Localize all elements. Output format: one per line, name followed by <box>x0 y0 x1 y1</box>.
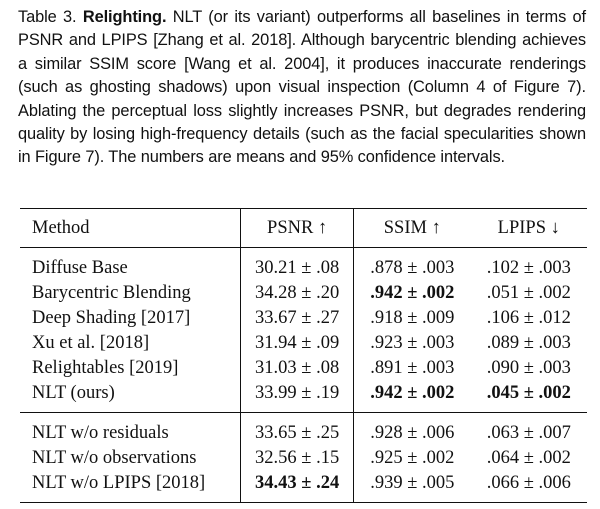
cell-method: NLT w/o observations <box>20 446 241 471</box>
caption-label: Table 3. <box>18 8 77 26</box>
table-row <box>20 413 587 447</box>
caption-title: Relighting. <box>82 8 167 26</box>
table-caption <box>18 6 586 170</box>
cell-ssim: .942 ± .002 <box>370 283 455 303</box>
cell-ssim: .928 ± .006 <box>370 423 455 443</box>
cell-psnr: 31.94 ± .09 <box>241 331 354 356</box>
cell-psnr: 33.65 ± .25 <box>241 413 354 447</box>
cell-ssim: .891 ± .003 <box>370 358 455 378</box>
cell-lpips: .045 ± .002 <box>486 383 571 403</box>
table-row <box>20 471 587 503</box>
table-row <box>20 446 587 471</box>
cell-method: Diffuse Base <box>20 248 241 282</box>
cell-ssim: .878 ± .003 <box>370 258 455 278</box>
header-method: Method <box>20 209 241 248</box>
results-table <box>20 208 587 503</box>
cell-method: NLT w/o LPIPS [2018] <box>20 471 241 503</box>
table-row <box>20 306 587 331</box>
cell-method: Deep Shading [2017] <box>20 306 241 331</box>
header-psnr: PSNR ↑ <box>241 209 354 248</box>
cell-method: NLT w/o residuals <box>20 413 241 447</box>
cell-lpips: .051 ± .002 <box>486 283 571 303</box>
cell-ssim: .942 ± .002 <box>370 383 455 403</box>
cell-psnr: 33.67 ± .27 <box>241 306 354 331</box>
cell-psnr: 30.21 ± .08 <box>241 248 354 282</box>
cell-method: Xu et al. [2018] <box>20 331 241 356</box>
header-ssim: SSIM ↑ <box>383 218 441 238</box>
cell-lpips: .089 ± .003 <box>486 333 571 353</box>
cell-lpips: .102 ± .003 <box>486 258 571 278</box>
cell-method: Barycentric Blending <box>20 281 241 306</box>
table-row <box>20 331 587 356</box>
cell-lpips: .064 ± .002 <box>486 448 571 468</box>
cell-lpips: .090 ± .003 <box>486 358 571 378</box>
cell-lpips: .063 ± .007 <box>486 423 571 443</box>
cell-psnr: 32.56 ± .15 <box>241 446 354 471</box>
cell-lpips: .066 ± .006 <box>486 473 571 493</box>
table-row <box>20 381 587 413</box>
cell-lpips: .106 ± .012 <box>486 308 571 328</box>
results-table-container <box>20 208 587 503</box>
cell-method: Relightables [2019] <box>20 356 241 381</box>
cell-psnr: 33.99 ± .19 <box>241 381 354 413</box>
header-lpips: LPIPS ↓ <box>497 218 560 238</box>
cell-ssim: .939 ± .005 <box>370 473 455 493</box>
cell-psnr: 34.28 ± .20 <box>241 281 354 306</box>
cell-ssim: .918 ± .009 <box>370 308 455 328</box>
baseline-group <box>20 248 587 413</box>
cell-ssim: .925 ± .002 <box>370 448 455 468</box>
table-row <box>20 281 587 306</box>
table-row <box>20 248 587 282</box>
cell-ssim: .923 ± .003 <box>370 333 455 353</box>
table-header-row <box>20 209 587 248</box>
cell-method: NLT (ours) <box>20 381 241 413</box>
ablation-group <box>20 413 587 503</box>
cell-psnr: 31.03 ± .08 <box>241 356 354 381</box>
table-row <box>20 356 587 381</box>
caption-body: NLT (or its variant) outperforms all baselines in terms of PSNR and LPIPS [Zhang et al. 2018]. Although barycentric blending achieves a similar SSIM score [Wang et al. 2004], it produces inaccurate renderings (such as ghosting shadows) upon visual inspection (Column 4 of Figure 7). Ablating the perceptual loss slightly increases PSNR, but degrades rendering quality by losing high-frequency details (such as the facial specularities shown in Figure 7). The numbers are means and 95% confidence intervals. <box>18 8 586 167</box>
cell-psnr: 34.43 ± .24 <box>241 471 354 503</box>
